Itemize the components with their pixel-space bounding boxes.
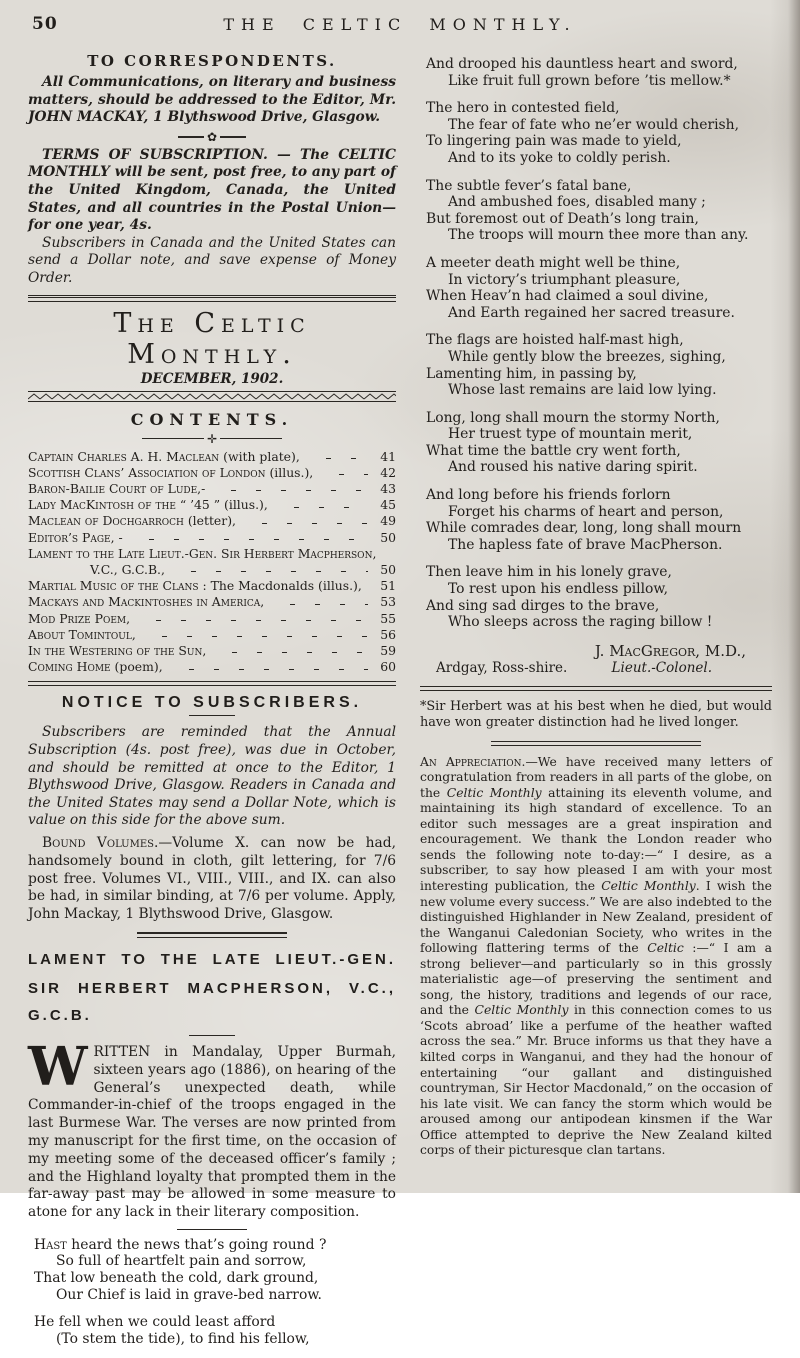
poem-stanza <box>426 178 772 244</box>
text-segment: Coming Home <box>28 659 115 674</box>
text-segment: Then leave him in his lonely grave, <box>426 564 672 580</box>
toc-row <box>28 513 396 529</box>
lament-poem-left <box>34 1237 396 1348</box>
text-segment: In victory’s triumphant pleasure, <box>448 272 680 288</box>
text-segment: Scottish Clans’ Association of London <box>28 465 269 480</box>
text-segment: And sing sad dirges to the brave, <box>426 598 659 614</box>
poem-stanza <box>426 564 772 630</box>
poem-stanza <box>426 255 772 321</box>
text-segment: —Volume X. can now be had, handsomely bound in cloth, gilt lettering, for 7/6 post free. Volumes VI., VIII., VIII., and IX. can also be had, in similar binding, at 7/6 per volume. Apply, John Mackay, 1 Blythswood Drive, Glasgow. <box>28 835 396 922</box>
toc-leader <box>212 643 368 659</box>
signature-row <box>420 660 772 676</box>
toc-leader <box>270 594 368 610</box>
text-segment: And Earth regained her sacred treasure. <box>448 305 735 321</box>
poem-stanza <box>34 1314 396 1347</box>
text-segment: Baron-Bailie Court of Lude,- <box>28 481 205 496</box>
text-segment: Like fruit full grown before ’tis mellow.* <box>448 73 731 89</box>
text-segment: The subtle fever’s fatal bane, <box>426 178 631 194</box>
zigzag-pattern <box>28 393 396 400</box>
poem-line <box>426 349 772 366</box>
ornament-rule-right <box>220 136 246 138</box>
text-segment: (poem), <box>115 659 163 674</box>
text-segment: attaining its eleventh volume, and maintaining its high standard of excellence. To an editor such messages are a great inspiration and encouragement. We thank the London reader who sends the following note to-day:—“ I desire, as a subscriber, to say how pleased I am with your most interesting publication, the <box>420 786 772 893</box>
poem-line <box>426 504 772 521</box>
text-segment: Maclean of Dochgarroch <box>28 513 188 528</box>
toc-title <box>28 562 165 578</box>
toc-leader <box>319 465 368 481</box>
toc-title <box>28 578 362 594</box>
toc-leader <box>129 530 368 546</box>
text-segment: And long before his friends forlorn <box>426 487 671 503</box>
toc-leader <box>169 659 368 675</box>
toc-leader <box>171 562 368 578</box>
text-segment: Our Chief is laid in grave-bed narrow. <box>56 1287 322 1303</box>
toc-row <box>28 627 396 643</box>
text-segment: (To stem the tide), to find his fellow, <box>56 1331 310 1347</box>
toc-leader <box>242 513 368 529</box>
text-segment: What time the battle cry went forth, <box>426 443 681 459</box>
text-segment: Who sleeps across the raging billow ! <box>448 614 712 630</box>
lament-heading-line2: SIR HERBERT MACPHERSON, V.C., G.C.B. <box>28 975 396 1029</box>
poem-line <box>34 1314 396 1331</box>
lament-poem-right <box>426 56 772 631</box>
text-segment: And roused his native daring spirit. <box>448 459 698 475</box>
poem-line <box>34 1237 396 1254</box>
poem-line <box>426 272 772 289</box>
toc-page-number: 56 <box>374 627 396 643</box>
toc-row <box>28 611 396 627</box>
poem-line <box>426 410 772 427</box>
text-segment: So full of heartfelt pain and sorrow, <box>56 1253 306 1269</box>
poem-line <box>426 564 772 581</box>
contents-heading: CONTENTS. <box>28 410 396 429</box>
zigzag-rule <box>28 391 396 402</box>
toc-title <box>28 627 136 643</box>
poem-line <box>426 366 772 383</box>
toc-title <box>28 481 205 497</box>
poem-line <box>426 382 772 399</box>
text-segment: The hero in contested field, <box>426 100 620 116</box>
short-double-rule <box>491 741 701 746</box>
poem-line <box>426 117 772 134</box>
toc-title <box>28 546 376 562</box>
toc-title <box>28 449 300 465</box>
text-segment: An Appreciation. <box>420 755 525 769</box>
toc-row <box>28 594 396 610</box>
text-segment: (with plate), <box>223 449 300 464</box>
signature-block <box>420 642 772 676</box>
poem-stanza <box>426 332 772 398</box>
poem-line <box>426 581 772 598</box>
signature-name: J. MacGregor, M.D., <box>420 642 772 660</box>
text-segment: The troops will mourn thee more than any. <box>448 227 748 243</box>
text-segment: That low beneath the cold, dark ground, <box>34 1270 318 1286</box>
toc-row <box>28 530 396 546</box>
text-segment: The hapless fate of brave MacPherson. <box>448 537 722 553</box>
poem-line <box>426 73 772 90</box>
text-segment: While comrades dear, long, long shall mourn <box>426 520 741 536</box>
toc-leader <box>306 449 368 465</box>
text-segment: Martial Music of the Clans : <box>28 578 211 593</box>
text-segment: (illus.), <box>269 465 313 480</box>
notice-body: Subscribers are reminded that the Annual Subscription (4s. post free), was due in October, and should be remitted at once to the Editor, 1 Blythswood Drive, Glasgow. Readers in Canada and the United States may send a Dollar Note, which is value on this side for the above sum. <box>28 724 396 830</box>
contents-list <box>28 449 396 676</box>
toc-leader <box>136 611 368 627</box>
terms-paragraph-2: Subscribers in Canada and the United States can send a Dollar note, and save expense of Money Order. <box>28 235 396 288</box>
section-rule <box>177 1229 247 1230</box>
text-segment: To lingering pain was made to yield, <box>426 133 682 149</box>
text-segment: Her truest type of mountain merit, <box>448 426 692 442</box>
text-segment: Mackays and Mackintoshes in America, <box>28 594 264 609</box>
text-segment: Editor’s Page, - <box>28 530 123 545</box>
text-segment: V.C., G.C.B., <box>90 562 165 577</box>
toc-page-number: 60 <box>374 659 396 675</box>
text-segment: Long, long shall mourn the stormy North, <box>426 410 720 426</box>
text-segment: in this connection comes to us ‘Scots abroad’ like a perfume of the heather wafted across the sea.” Mr. Bruce informs us that they have a kilted corps in Wanganui, and they had the honour of entertaining “our gallant and distinguished countryman, Sir Hector Macdonald,” on the occasion of his late visit. We can fancy the storm which would be aroused among our antipodean kinsmen if the War Office attempted to deprive the New Zealand kilted corps of their picturesque clan tartans. <box>420 1003 772 1157</box>
flower-icon: ✿ <box>204 132 220 142</box>
poem-line <box>426 133 772 150</box>
toc-page-number: 59 <box>374 643 396 659</box>
text-segment: (letter), <box>188 513 236 528</box>
toc-leader <box>211 481 368 497</box>
poem-line <box>426 56 772 73</box>
text-segment: In the Westering of the Sun, <box>28 643 206 658</box>
footnote: *Sir Herbert was at his best when he died, but would have won greater distinction had he lived longer. <box>420 699 772 732</box>
text-segment: Celtic Monthly <box>447 786 542 800</box>
text-segment: About Tomintoul, <box>28 627 136 642</box>
toc-page-number: 50 <box>374 530 396 546</box>
poem-line <box>426 520 772 537</box>
text-segment: And to its yoke to coldly perish. <box>448 150 671 166</box>
left-column <box>28 46 396 1358</box>
poem-line <box>426 100 772 117</box>
toc-page-number: 53 <box>374 594 396 610</box>
text-segment: :—“ I am a strong believer—and particularly so in this grossly materialistic age—of preserving the sentiment and song, the history, traditions and legends of our race, and the <box>420 941 772 1017</box>
double-rule <box>28 681 396 686</box>
poem-stanza <box>426 410 772 476</box>
signature-rank: Lieut.-Colonel. <box>612 660 772 676</box>
toc-row <box>28 659 396 675</box>
lament-intro-text: RITTEN in Mandalay, Upper Burmah, sixteen years ago (1886), on hearing of the General’s unexpected death, while Commander-in-chief of the troops engaged in the last Burmese War. The verses are now printed from my manuscript for the first time, on the occasion of my meeting some of the deceased officer’s family ; and the Highland loyalty that prompted them in the far-away past may be allowed in some measure to atone for any lack in their literary composition. <box>28 1044 396 1220</box>
text-segment: Celtic Monthly <box>475 1003 569 1017</box>
toc-page-number: 41 <box>374 449 396 465</box>
ornament-rule-left <box>142 438 204 439</box>
poem-line <box>426 255 772 272</box>
correspondents-body: All Communications, on literary and business matters, should be addressed to the Editor, Mr. JOHN MACKAY, 1 Blythswood Drive, Glasgow. <box>28 74 396 127</box>
ornament-rule-left <box>178 136 204 138</box>
poem-line <box>426 150 772 167</box>
text-segment: Celtic <box>647 941 684 955</box>
poem-line <box>426 178 772 195</box>
poem-line <box>426 487 772 504</box>
toc-title <box>28 465 313 481</box>
poem-line <box>34 1331 396 1348</box>
toc-page-number: 51 <box>374 578 396 594</box>
text-segment: Lady MacKintosh of the “ ’45 ” <box>28 497 224 512</box>
cross-icon: ✛ <box>204 434 220 444</box>
right-column <box>420 46 772 1358</box>
two-column-layout <box>28 46 772 1358</box>
poem-line <box>426 598 772 615</box>
masthead-date: DECEMBER, 1902. <box>28 371 396 387</box>
ornament-rule-right <box>220 438 282 439</box>
text-segment: A meeter death might well be thine, <box>426 255 680 271</box>
terms-paragraph: TERMS OF SUBSCRIPTION. — The CELTIC MONTHLY will be sent, post free, to any part of the United Kingdom, Canada, the United States, and all countries in the Postal Union—for one year, 4s. <box>28 147 396 235</box>
text-segment: And ambushed foes, disabled many ; <box>448 194 706 210</box>
poem-line <box>426 211 772 228</box>
toc-row <box>28 497 396 513</box>
toc-row <box>28 562 396 578</box>
heading-underline <box>189 715 235 716</box>
lament-intro <box>28 1044 396 1222</box>
poem-line <box>34 1253 396 1270</box>
text-segment: Whose last remains are laid low lying. <box>448 382 717 398</box>
poem-line <box>426 227 772 244</box>
toc-page-number: 43 <box>374 481 396 497</box>
signature-place: Ardgay, Ross-shire. <box>420 660 567 676</box>
appreciation-paragraph <box>420 755 772 1159</box>
toc-row <box>28 546 396 562</box>
text-segment: To rest upon his endless pillow, <box>448 581 668 597</box>
toc-title <box>28 594 264 610</box>
toc-page-number: 42 <box>374 465 396 481</box>
text-segment: He fell when we could least afford <box>34 1314 275 1330</box>
poem-stanza <box>34 1237 396 1303</box>
poem-line <box>426 443 772 460</box>
poem-stanza <box>426 56 772 89</box>
poem-line <box>426 537 772 554</box>
poem-stanza <box>426 487 772 553</box>
toc-title <box>28 513 236 529</box>
toc-row <box>28 465 396 481</box>
running-head: THE CELTIC MONTHLY. <box>28 12 772 34</box>
poem-line <box>34 1270 396 1287</box>
toc-row <box>28 481 396 497</box>
page-header <box>28 12 772 46</box>
poem-line <box>426 459 772 476</box>
text-segment: Mod Prize Poem, <box>28 611 130 626</box>
toc-title <box>28 497 268 513</box>
text-segment: (illus.), <box>224 497 268 512</box>
fleuron-ornament <box>28 132 396 142</box>
short-double-rule <box>137 932 287 938</box>
text-segment: The fear of fate who ne’er would cherish, <box>448 117 739 133</box>
toc-title <box>28 530 123 546</box>
text-segment: heard the news that’s going round ? <box>67 1237 327 1253</box>
toc-title <box>28 643 206 659</box>
text-segment: Bound Volumes. <box>42 835 158 851</box>
text-segment: But foremost out of Death’s long train, <box>426 211 699 227</box>
text-segment: Hast <box>34 1237 67 1253</box>
poem-line <box>426 305 772 322</box>
correspondents-heading: TO CORRESPONDENTS. <box>28 52 396 70</box>
text-segment: While gently blow the breezes, sighing, <box>448 349 726 365</box>
toc-page-number: 45 <box>374 497 396 513</box>
toc-leader <box>142 627 368 643</box>
masthead-title: The Celtic Monthly. <box>28 308 396 370</box>
toc-page-number: 50 <box>374 562 396 578</box>
toc-page-number: 55 <box>374 611 396 627</box>
text-segment: Captain Charles A. H. Maclean <box>28 449 223 464</box>
poem-line <box>426 332 772 349</box>
contents-ornament <box>28 434 396 444</box>
text-segment: Forget his charms of heart and person, <box>448 504 723 520</box>
poem-stanza <box>426 100 772 166</box>
poem-line <box>426 614 772 631</box>
double-rule <box>420 686 772 691</box>
text-segment: —We have received many letters of congratulation from readers in all parts of the globe, on the <box>420 755 772 800</box>
text-segment: The Macdonalds (illus.), <box>211 578 362 593</box>
lament-heading-line1: LAMENT TO THE LATE LIEUT.-GEN. <box>28 946 396 973</box>
triple-rule <box>28 295 396 302</box>
toc-row <box>28 449 396 465</box>
text-segment: Lamenting him, in passing by, <box>426 366 637 382</box>
text-segment: The flags are hoisted half-mast high, <box>426 332 684 348</box>
toc-page-number: 49 <box>374 513 396 529</box>
drop-cap: W <box>28 1044 94 1088</box>
toc-leader <box>274 497 368 513</box>
toc-title <box>28 659 163 675</box>
toc-title <box>28 611 130 627</box>
poem-line <box>426 288 772 305</box>
text-segment: . I wish the new volume every success.” We are also indebted to the distinguished Highlander in New Zealand, president of the Wanganui Caledonian Society, who writes in the following flattering terms of the <box>420 879 772 955</box>
poem-line <box>426 194 772 211</box>
poem-line <box>34 1287 396 1304</box>
text-segment: When Heav’n had claimed a soul divine, <box>426 288 708 304</box>
toc-row <box>28 643 396 659</box>
text-segment: And drooped his dauntless heart and sword, <box>426 56 738 72</box>
toc-row <box>28 578 396 594</box>
text-segment: Lament to the Late Lieut.-Gen. Sir Herbert Macpherson, <box>28 546 376 561</box>
heading-underline <box>189 1035 235 1036</box>
bound-volumes-paragraph <box>28 835 396 924</box>
text-segment: Celtic Monthly <box>601 879 696 893</box>
page-number: 50 <box>32 14 58 34</box>
poem-line <box>426 426 772 443</box>
notice-heading: NOTICE TO SUBSCRIBERS. <box>28 694 396 712</box>
